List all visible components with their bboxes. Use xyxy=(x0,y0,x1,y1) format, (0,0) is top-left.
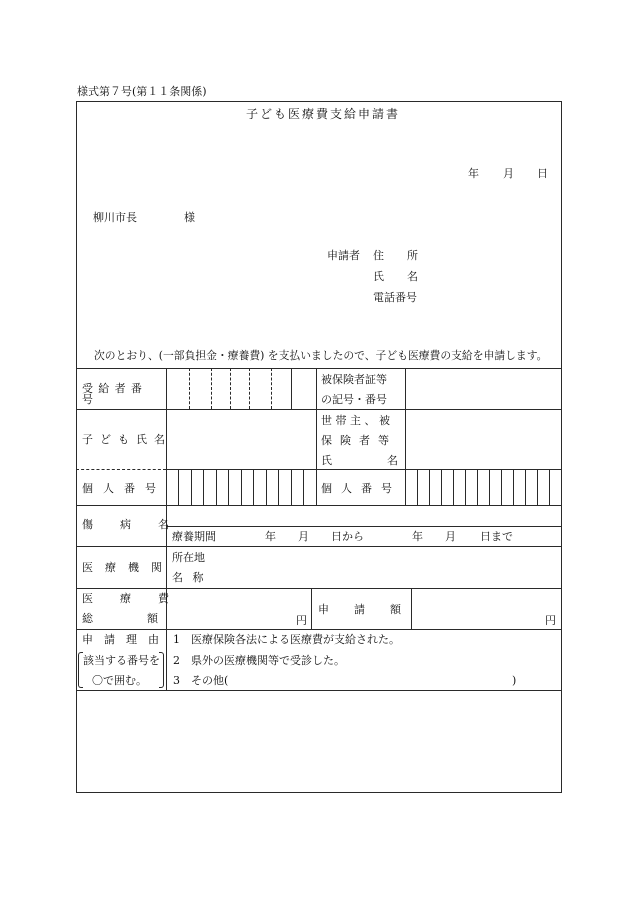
row5-bottom xyxy=(76,588,562,589)
reason-option-3: 3 その他( xyxy=(173,674,229,687)
household-head-label-2: 保険者等 xyxy=(321,434,397,447)
reason-option-3-close: ) xyxy=(512,674,517,687)
personal-digit-sep xyxy=(303,469,304,505)
period-from-year: 年 xyxy=(265,530,276,543)
date-month: 月 xyxy=(503,167,514,180)
recipient-number-text: 受給者番号 xyxy=(82,382,148,406)
household-head-label-1: 世帯主、被 xyxy=(321,414,394,427)
row3-bottom xyxy=(76,505,562,506)
personal-digit-sep-right xyxy=(453,469,454,505)
personal-digit-sep xyxy=(216,469,217,505)
row6-bottom xyxy=(76,629,562,630)
illness-label: 傷病名 xyxy=(82,518,196,531)
reason-label: 申請理由 xyxy=(82,633,170,646)
personal-digit-sep-right xyxy=(525,469,526,505)
addressee-city: 柳川市長 xyxy=(93,211,137,224)
frame-top xyxy=(76,101,562,102)
institution-label: 医療機関 xyxy=(82,561,174,574)
addressee-honorific: 様 xyxy=(184,211,195,224)
personal-digit-sep-right xyxy=(549,469,550,505)
institution-location-label: 所在地 xyxy=(172,551,205,564)
period-from-month: 月 xyxy=(298,530,309,543)
table-top-line xyxy=(76,368,562,369)
application-statement: 次のとおり、(一部負担金・療養費) を支払いましたので、子ども医療費の支給を申請します。 xyxy=(94,349,548,362)
total-cost-label-2: 総額 xyxy=(82,612,212,625)
reason-option-2: 2 県外の医療機関等で受診した。 xyxy=(173,654,345,667)
insurance-symbol-label-2: の記号・番号 xyxy=(321,393,387,406)
row7-bottom xyxy=(76,690,562,691)
personal-digit-sep xyxy=(253,469,254,505)
reason-note-2: 〇で囲む。 xyxy=(92,674,147,687)
date-year: 年 xyxy=(468,167,479,180)
form-title: 子ども医療費支給申請書 xyxy=(246,107,401,121)
date-day: 日 xyxy=(537,167,548,180)
total-cost-label-1: 医療費 xyxy=(82,592,196,605)
applicant-address: 住 所 xyxy=(373,249,424,262)
recipient-number-label xyxy=(82,383,160,405)
period-to-year: 年 xyxy=(412,530,423,543)
personal-digit-sep xyxy=(291,469,292,505)
recipient-digit-sep xyxy=(249,368,250,409)
recipient-digit-sep xyxy=(291,368,292,409)
personal-digit-sep xyxy=(228,469,229,505)
claim-amount-label: 申請額 xyxy=(318,603,426,616)
applicant-name: 氏 名 xyxy=(373,270,424,283)
personal-digit-sep xyxy=(178,469,179,505)
personal-digit-sep-right xyxy=(537,469,538,505)
right-label-divider-upper xyxy=(405,368,406,505)
amount-divider-1 xyxy=(311,588,312,629)
personal-digit-sep-right xyxy=(465,469,466,505)
row4-mid xyxy=(166,526,562,527)
applicant-phone: 電話番号 xyxy=(373,291,417,304)
row2-dashed xyxy=(76,469,166,470)
total-cost-yen: 円 xyxy=(296,614,307,627)
row1-bottom xyxy=(76,409,562,410)
insurance-symbol-label-1: 被保険者証等 xyxy=(321,373,387,386)
frame-bottom xyxy=(76,792,562,793)
treatment-period-label: 療養期間 xyxy=(172,530,216,543)
personal-digit-sep-right xyxy=(501,469,502,505)
personal-digit-sep-right xyxy=(513,469,514,505)
personal-digit-sep xyxy=(266,469,267,505)
personal-digit-sep-right xyxy=(441,469,442,505)
personal-digit-sep xyxy=(241,469,242,505)
personal-digit-sep xyxy=(203,469,204,505)
personal-number-label-right: 個人番号 xyxy=(321,482,401,495)
row4-bottom xyxy=(76,546,562,547)
claim-amount-yen: 円 xyxy=(545,614,556,627)
child-name-label: 子ども氏名 xyxy=(82,433,172,446)
recipient-digit-sep xyxy=(271,368,272,409)
form-number-label: 様式第７号(第１１条関係) xyxy=(77,85,207,98)
personal-digit-sep-right xyxy=(417,469,418,505)
personal-number-label: 個人番号 xyxy=(82,482,166,495)
personal-digit-sep xyxy=(191,469,192,505)
reason-note-1: 該当する番号を xyxy=(83,654,160,667)
applicant-label: 申請者 xyxy=(327,249,360,262)
period-to-month: 月 xyxy=(445,530,456,543)
personal-digit-sep-right xyxy=(429,469,430,505)
recipient-digit-sep xyxy=(230,368,231,409)
row2-bottom xyxy=(166,469,562,470)
personal-digit-sep xyxy=(278,469,279,505)
mid-divider-upper xyxy=(316,368,317,505)
personal-digit-sep-right xyxy=(489,469,490,505)
personal-digit-sep-right xyxy=(477,469,478,505)
period-to-day: 日まで xyxy=(480,530,513,543)
period-from-day: 日から xyxy=(331,530,364,543)
recipient-digit-sep xyxy=(211,368,212,409)
institution-name-label: 名 称 xyxy=(172,571,207,584)
household-head-label-3: 氏名 xyxy=(321,454,453,467)
reason-option-1: 1 医療保険各法による医療費が支給された。 xyxy=(173,633,400,646)
recipient-digit-sep xyxy=(189,368,190,409)
